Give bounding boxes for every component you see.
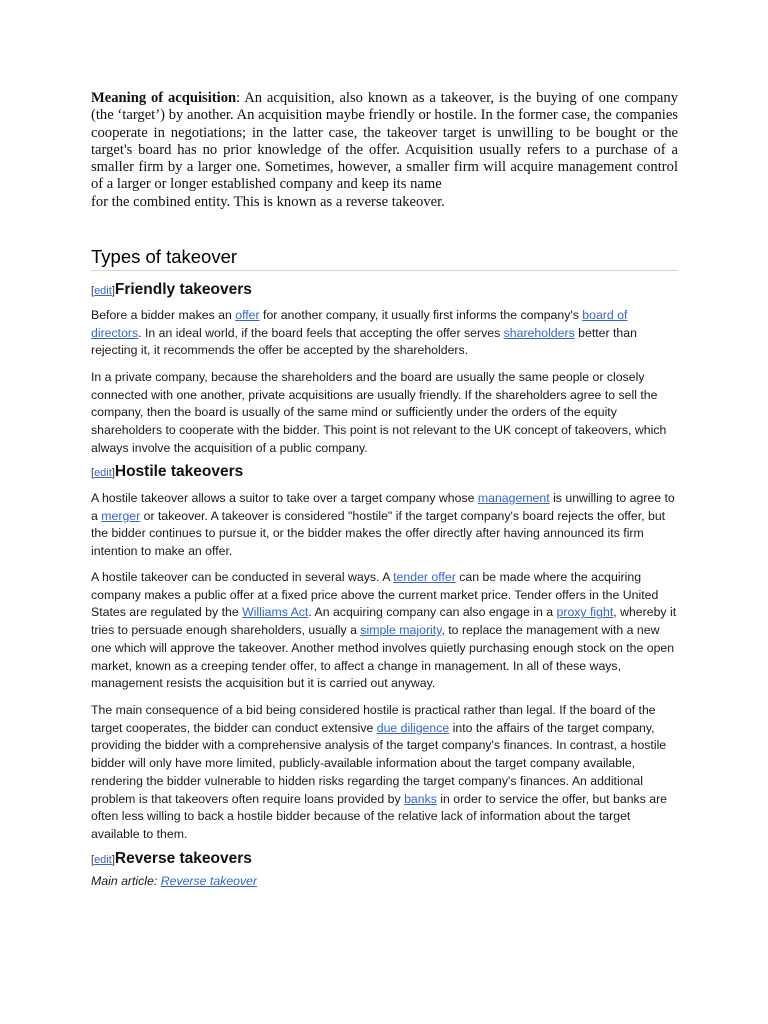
edit-link[interactable]: edit [94,467,112,479]
intro-tail: for the combined entity. This is known as a reverse takeover. [91,193,445,210]
link-board-of-directors[interactable]: board of directors [91,308,628,340]
link-reverse-takeover[interactable]: Reverse takeover [160,874,258,888]
hostile-paragraph-3: The main consequence of a bid being considered hostile is practical rather than legal. If the board of the target cooperates, the bidder can conduct extensive due diligence into the affairs of the target company, providing the bidder with a comprehensive analysis of the target company's finances. In contrast, a hostile bidder will only have more limited, publicly-available information about the target company available, rendering the bidder vulnerable to hidden risks regarding the target company's finances. An additional problem is that takeovers often require loans provided by banks in order to service the offer, but banks are often less willing to back a hostile bidder because of the relative lack of information about the target available to them. [91,703,668,841]
intro-text: : An acquisition, also known as a takeover, is the buying of one company (the ‘target’) by another. An acquisition maybe friendly or hostile. In the former case, the companies cooperate in negotiations; in the latter case, the takeover target is unwilling to be bought or the target's board has no prior knowledge of the offer. Acquisition usually refers to a purchase of a smaller firm by a larger one. Sometimes, however, a smaller firm will acquire management control of a larger or longer established company and keep its name [91,90,678,193]
heading-hostile [91,463,243,481]
link-offer[interactable]: offer [235,308,260,322]
heading-friendly-title: Friendly takeovers [114,281,252,298]
edit-link-reverse: [edit] [91,854,115,866]
intro-paragraph [91,90,678,211]
edit-link[interactable]: edit [94,285,112,297]
heading-reverse-title: Reverse takeovers [114,850,252,867]
link-banks[interactable]: banks [404,791,437,806]
link-proxy-fight[interactable]: proxy fight [556,605,614,620]
section-heading-types: Types of takeover [91,246,238,267]
heading-divider [91,270,678,271]
link-simple-majority[interactable]: simple majority [360,623,442,638]
intro-term: Meaning of acquisition [91,90,237,106]
link-merger[interactable]: merger [101,508,141,523]
main-article-note: Main article: Reverse takeover [91,874,258,888]
link-management[interactable]: management [477,491,550,505]
heading-reverse [91,850,252,868]
link-tender-offer[interactable]: tender offer [393,570,456,584]
hostile-paragraph-1: A hostile takeover allows a suitor to take over a target company whose management is unwilling to agree to a merger or takeover. A takeover is considered "hostile" if the target company's board rejects the offer, but the bidder continues to pursue it, or the bidder makes the offer directly after having announced its firm intention to make an offer. [91,491,675,559]
edit-link-friendly: [edit] [91,285,115,297]
link-williams-act[interactable]: Williams Act [242,605,309,620]
edit-link-hostile: [edit] [91,467,115,479]
heading-hostile-title: Hostile takeovers [114,463,244,480]
heading-friendly [91,281,252,299]
link-due-diligence[interactable]: due diligence [376,720,450,735]
link-shareholders[interactable]: shareholders [503,325,575,340]
edit-link[interactable]: edit [94,854,112,866]
hostile-paragraph-2: A hostile takeover can be conducted in several ways. A tender offer can be made where the acquiring company makes a public offer at a fixed price above the current market price. Tender offers in the United States are regulated by the Williams Act. An acquiring company can also engage in a proxy fight, whereby it tries to persuade enough shareholders, usually a simple majority, to replace the management with a new one which will approve the takeover. Another method involves quietly purchasing enough stock on the open market, known as a creeping tender offer, to affect a change in management. In all of these ways, management resists the acquisition but it is carried out anyway. [91,570,677,691]
friendly-paragraph-2: In a private company, because the shareholders and the board are usually the same people or closely connected with one another, private acquisitions are usually friendly. If the shareholders agree to sell the company, then the board is usually of the same mind or sufficiently under the orders of the equity shareholders to cooperate with the bidder. This point is not relevant to the UK concept of takeovers, which always involve the acquisition of a public company. [91,370,667,455]
friendly-paragraph-1: Before a bidder makes an offer for another company, it usually first informs the company's board of directors. In an ideal world, if the board feels that accepting the offer serves shareholders better than rejecting it, it recommends the offer be accepted by the shareholders. [91,308,637,358]
